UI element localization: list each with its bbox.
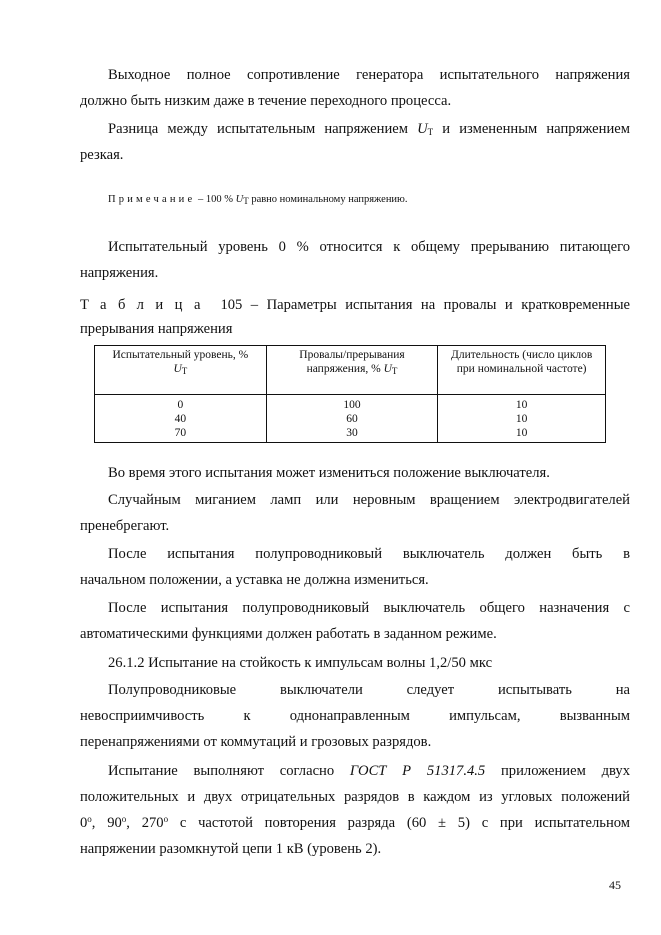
angle-value: 270 xyxy=(141,815,164,831)
header-text: Провалы/прерывания напряжения, % xyxy=(299,349,405,375)
table-row xyxy=(95,426,606,443)
table-cell: 60 xyxy=(266,412,438,426)
text-line: резкая. xyxy=(80,147,124,163)
paragraph-voltage-difference xyxy=(80,116,630,168)
text-line: пренебрегают. xyxy=(80,518,170,534)
table-cell: 30 xyxy=(266,426,438,443)
table-cell: 40 xyxy=(95,412,267,426)
paragraph-test-procedure xyxy=(80,758,630,862)
table-cell: 10 xyxy=(438,412,606,426)
text-line xyxy=(80,116,630,142)
note-label: Примечание xyxy=(108,194,196,205)
angle-value: 90 xyxy=(107,815,122,831)
text-line: напряжении разомкнутой цепи 1 кВ (уровень 2). xyxy=(80,841,382,857)
degree-mark: o xyxy=(87,814,92,824)
text-line: автоматическими функциями должен работать в заданном режиме. xyxy=(80,626,497,642)
text-line: должно быть низким даже в течение переходного процесса. xyxy=(80,93,452,109)
text-line: После испытания полупроводниковый выключатель общего назначения с xyxy=(108,600,630,616)
degree-mark: o xyxy=(121,814,127,824)
table-cell: 10 xyxy=(438,395,606,413)
degree-mark: o xyxy=(163,814,169,824)
table-row xyxy=(95,395,606,413)
caption-word: Таблица xyxy=(80,297,212,313)
caption-text: 105 – Параметры испытания на провалы и кратковременные xyxy=(220,297,630,313)
table-row xyxy=(95,412,606,426)
header-duration xyxy=(438,346,606,395)
voltage-subscript: T xyxy=(181,366,188,376)
text-line: 0$^o$, 90$^o$, 270$^o$ с частотой повторения разряда (60 ± 5) с при испытательном xyxy=(80,814,631,831)
text-line: положительных и двух отрицательных разрядов в каждом из угловых положений xyxy=(80,789,630,805)
section-heading xyxy=(80,650,630,676)
standard-reference: ГОСТ Р 51317.4.5 xyxy=(349,763,486,779)
text-fragment: с частотой повторения разряда (60 ± 5) с при испытательном xyxy=(168,815,631,831)
paragraph-switch-position xyxy=(80,460,630,486)
table-cell: 0 xyxy=(95,395,267,413)
paragraph-after-test-initial xyxy=(80,541,630,593)
text-fragment: Разница между испытательным напряжением xyxy=(108,121,418,137)
header-test-level xyxy=(95,346,267,395)
table-cell: 10 xyxy=(438,426,606,443)
header-text: Испытательный уровень, % xyxy=(112,349,249,361)
paragraph-lamp-flicker xyxy=(80,487,630,539)
text-line: невосприимчивость к однонаправленным импульсам, вызванным xyxy=(80,708,630,724)
paragraph-impulse-immunity xyxy=(80,677,630,755)
text-line: Выходное полное сопротивление генератора испытательного напряжения xyxy=(108,67,630,83)
table-cell: 70 xyxy=(95,426,267,443)
header-dips xyxy=(266,346,438,395)
text-line: напряжения. xyxy=(80,265,159,281)
heading-text: 26.1.2 Испытание на стойкость к импульсам волны 1,2/50 мкс xyxy=(108,655,493,671)
note xyxy=(108,193,408,207)
voltage-subscript: T xyxy=(427,127,434,137)
voltage-symbol: U xyxy=(235,194,244,205)
caption-line xyxy=(80,293,630,317)
text-fragment: и измененным напряжением xyxy=(433,121,630,137)
text-fragment: равно номинальному напряжению. xyxy=(248,194,408,205)
voltage-symbol: U xyxy=(173,363,182,375)
text-line: Полупроводниковые выключатели следует испытывать на xyxy=(108,682,630,698)
table-header-row xyxy=(95,346,606,395)
paragraph-generator-impedance xyxy=(80,62,630,114)
voltage-symbol: U xyxy=(383,363,392,375)
text-line xyxy=(80,758,630,784)
voltage-subscript: T xyxy=(391,366,398,376)
text-fragment: приложением двух xyxy=(485,763,630,779)
header-text: Длительность (число циклов при номинальной частоте) xyxy=(450,349,593,375)
angle-value: 0 xyxy=(80,815,88,831)
table-cell: 100 xyxy=(266,395,438,413)
table-caption xyxy=(80,293,630,341)
text-fragment: Испытание выполняют согласно xyxy=(108,763,350,779)
voltage-symbol: U xyxy=(417,121,428,137)
text-line: Случайным миганием ламп или неровным вращением электродвигателей xyxy=(108,492,630,508)
paragraph-test-level xyxy=(80,234,630,286)
parameters-table xyxy=(94,345,606,443)
text-fragment: – 100 % xyxy=(195,194,236,205)
voltage-subscript: T xyxy=(243,196,249,206)
paragraph-after-test-general xyxy=(80,595,630,647)
text-line: перенапряжениями от коммутаций и грозовых разрядов. xyxy=(80,734,432,750)
text-line: Во время этого испытания может измениться положение выключателя. xyxy=(108,465,550,481)
caption-line: прерывания напряжения xyxy=(80,321,233,337)
page-number: 45 xyxy=(609,878,621,892)
text-line: Испытательный уровень 0 % относится к общему прерыванию питающего xyxy=(108,239,630,255)
text-line: начальном положении, а уставка не должна измениться. xyxy=(80,572,429,588)
text-line: После испытания полупроводниковый выключатель должен быть в xyxy=(108,546,630,562)
